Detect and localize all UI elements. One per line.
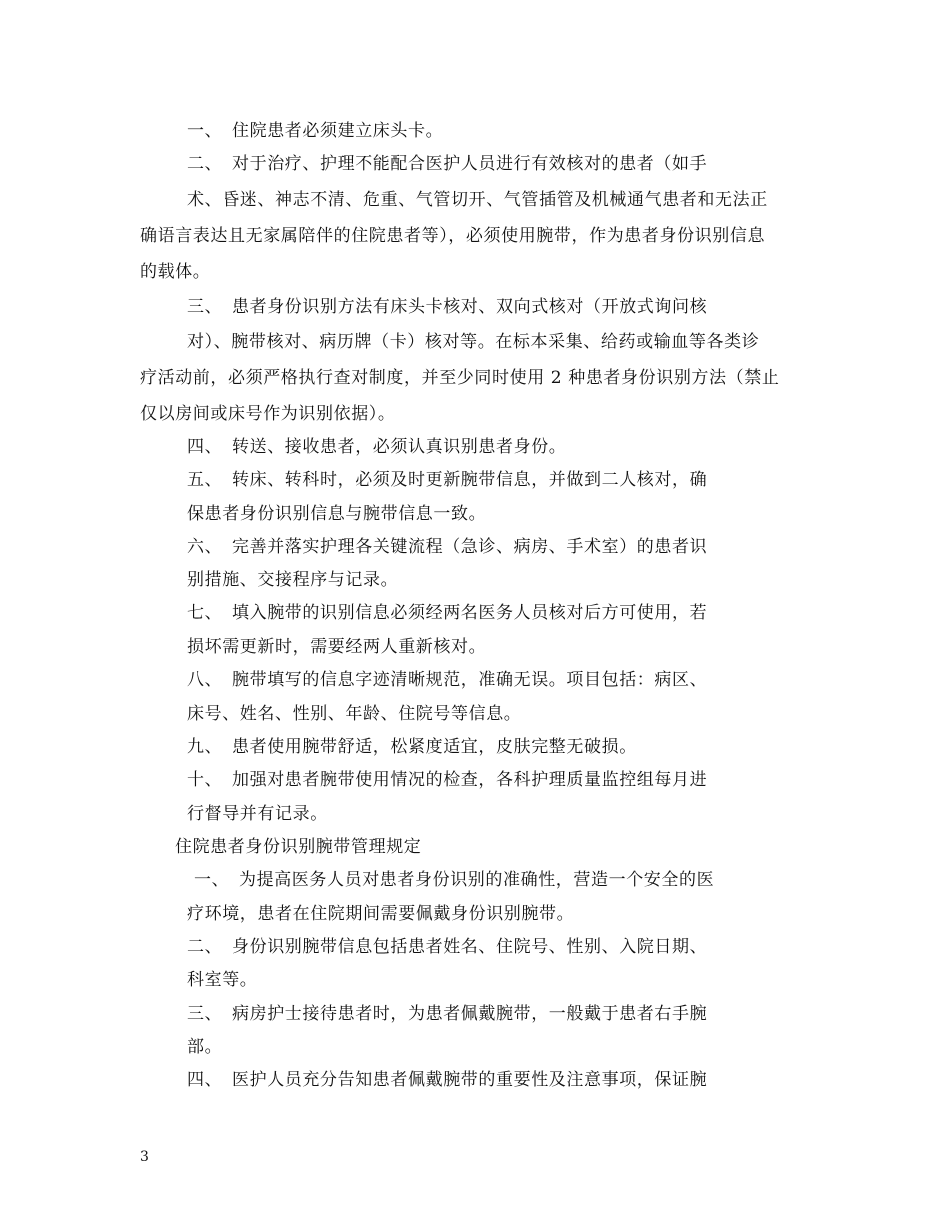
item-text-continued: 保患者身份识别信息与腕带信息一致。 xyxy=(187,504,487,524)
item-text-continued: 的载体。 xyxy=(140,262,211,282)
item-text-continued: 别措施、交接程序与记录。 xyxy=(187,570,399,590)
item-text-continued: 对）、腕带核对、病历牌（卡）核对等。在标本采集、给药或输血等各类诊 xyxy=(187,332,760,352)
item-text-continued: 损坏需更新时，需要经两人重新核对。 xyxy=(187,637,487,657)
list-item xyxy=(187,469,707,491)
item-text: 住院患者必须建立床头卡。 xyxy=(232,121,444,141)
item-text: 转送、接收患者，必须认真识别患者身份。 xyxy=(232,437,567,457)
item-number: 三、 xyxy=(187,1004,223,1024)
list-item xyxy=(194,869,714,891)
item-text: 为提高医务人员对患者身份识别的准确性，营造一个安全的医 xyxy=(239,870,715,890)
item-text: 患者身份识别方法有床头卡核对、双向式核对（开放式询问核 xyxy=(232,297,708,317)
list-item xyxy=(187,153,707,175)
item-text: 患者使用腕带舒适，松紧度适宜，皮肤完整无破损。 xyxy=(232,737,637,757)
item-text-continued: 科室等。 xyxy=(187,970,258,990)
list-item xyxy=(187,736,637,758)
list-item xyxy=(187,669,707,691)
item-number: 七、 xyxy=(187,603,223,623)
item-number: 十、 xyxy=(187,770,223,790)
list-item xyxy=(187,1069,707,1091)
item-text-continued: 仅以房间或床号作为识别依据）。 xyxy=(140,404,396,424)
list-item xyxy=(187,936,707,958)
item-text-continued: 疗环境，患者在住院期间需要佩戴身份识别腕带。 xyxy=(187,904,575,924)
list-item xyxy=(187,602,707,624)
item-number: 二、 xyxy=(187,154,223,174)
list-item xyxy=(187,296,707,318)
item-number: 三、 xyxy=(187,297,223,317)
list-item xyxy=(187,436,566,458)
item-number: 八、 xyxy=(187,670,223,690)
item-text: 对于治疗、护理不能配合医护人员进行有效核对的患者（如手 xyxy=(232,154,708,174)
item-number: 一、 xyxy=(194,870,230,890)
list-item xyxy=(187,536,707,558)
section-title: 住院患者身份识别腕带管理规定 xyxy=(175,837,422,857)
item-text: 医护人员充分告知患者佩戴腕带的重要性及注意事项，保证腕 xyxy=(232,1070,708,1090)
page-number: 3 xyxy=(140,1149,149,1165)
item-text-continued: 床号、姓名、性别、年龄、住院号等信息。 xyxy=(187,704,522,724)
item-number: 九、 xyxy=(187,737,223,757)
item-text: 转床、转科时，必须及时更新腕带信息，并做到二人核对，确 xyxy=(232,470,708,490)
item-number: 四、 xyxy=(187,1070,223,1090)
item-text: 填入腕带的识别信息必须经两名医务人员核对后方可使用，若 xyxy=(232,603,708,623)
item-text: 身份识别腕带信息包括患者姓名、住院号、性别、入院日期、 xyxy=(232,937,708,957)
item-text-continued: 部。 xyxy=(187,1037,223,1057)
item-number: 六、 xyxy=(187,537,223,557)
item-text: 腕带填写的信息字迹清晰规范，准确无误。项目包括：病区、 xyxy=(232,670,708,690)
item-text: 完善并落实护理各关键流程（急诊、病房、手术室）的患者识 xyxy=(232,537,708,557)
list-item xyxy=(187,1003,707,1025)
item-text-continued: 行督导并有记录。 xyxy=(187,804,328,824)
list-item xyxy=(187,769,707,791)
item-text: 加强对患者腕带使用情况的检查，各科护理质量监控组每月进 xyxy=(232,770,708,790)
item-text: 病房护士接待患者时，为患者佩戴腕带，一般戴于患者右手腕 xyxy=(232,1004,708,1024)
item-text-continued: 疗活动前，必须严格执行查对制度，并至少同时使用 2 种患者身份识别方法（禁止 xyxy=(140,368,780,388)
item-number: 一、 xyxy=(187,121,223,141)
item-number: 二、 xyxy=(187,937,223,957)
item-number: 五、 xyxy=(187,470,223,490)
list-item xyxy=(187,120,443,142)
item-number: 四、 xyxy=(187,437,223,457)
item-text-continued: 确语言表达且无家属陪伴的住院患者等），必须使用腕带，作为患者身份识别信息 xyxy=(140,226,766,246)
item-text-continued: 术、昏迷、神志不清、危重、气管切开、气管插管及机械通气患者和无法正 xyxy=(187,190,768,210)
